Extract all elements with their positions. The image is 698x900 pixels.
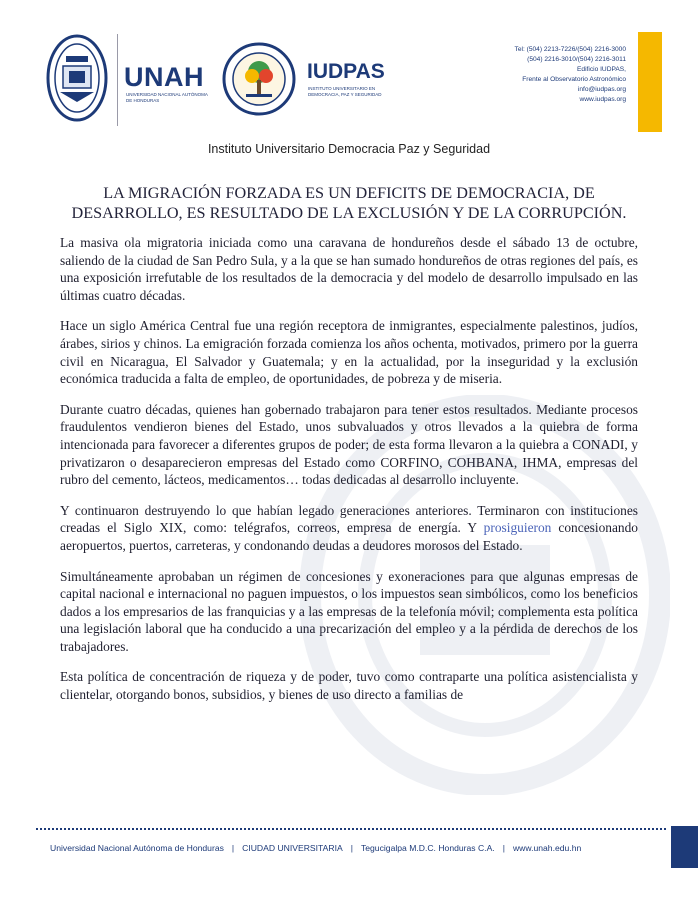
paragraph-1: La masiva ola migratoria iniciada como una caravana de hondureños desde el sábado 13 de octubre, saliendo de la ciudad de San Pedro Sula, y a la que se han sumado hondureños de otras regiones del país, es una exposición irrefutable de los resultados de la democracia y del modelo de desarrollo impulsado en las últimas cuatro décadas. [60, 235, 638, 303]
iudpas-subtitle: INSTITUTO UNIVERSITARIO EN DEMOCRACIA, PAZ Y SEGURIDAD [308, 86, 382, 97]
unah-subtitle: UNIVERSIDAD NACIONAL AUTÓNOMA DE HONDURAS [126, 92, 208, 103]
contact-phone-2: (504) 2216-3010/(504) 2216-3011 [527, 56, 626, 63]
paragraph-5: Simultáneamente aprobaban un régimen de concesiones y exoneraciones para que algunas empresas de capital nacional e internacional no paguen impuestos, o los impuestos sean simbólicos, como los beneficios dados a los empresarios de las franquicias y a las empresas de la telefonía móvil; complementa esta política una legislación laboral que ha conducido a una precarización del empleo y a la pérdida de derechos de los trabajadores. [60, 568, 638, 654]
prosiguieron-link[interactable]: prosiguieron [483, 520, 552, 536]
document-body [60, 234, 638, 717]
iudpas-wordmark: IUDPAS [307, 60, 385, 83]
document-title: LA MIGRACIÓN FORZADA ES UN DEFICITS DE DEMOCRACIA, DE DESARROLLO, ES RESULTADO DE LA EXCLUSIÓN Y DE LA CORRUPCIÓN. [71, 184, 627, 222]
paragraph-4 [60, 502, 638, 555]
logo-divider [117, 34, 118, 126]
footer-website-link[interactable]: www.unah.edu.hn [512, 843, 582, 853]
paragraph-4-start: Y continuaron destruyendo lo que habían legado generaciones anteriores. Terminaron con instituciones creadas el Siglo XIX, como: telégrafos, correos, empresa de energía. Y [60, 502, 638, 536]
footer-university: Universidad Nacional Autónoma de Honduras [50, 843, 224, 853]
footer-separator: | [502, 843, 505, 853]
institute-name: Instituto Universitario Democracia Paz y Seguridad [207, 142, 491, 156]
paragraph-2: Hace un siglo América Central fue una región receptora de inmigrantes, especialmente palestinos, judíos, árabes, sirios y chinos. La emigración forzada comienza los años ochenta, motivados, primero por la guerra civil en Nicaragua, El Salvador y Guatemala; y en la actualidad, por la inseguridad y la exclusión económica traducida a falta de empleo, de oportunidades, de pobreza y de miseria. [60, 318, 638, 387]
contact-phone-1: Tel: (504) 2213-7226/(504) 2216-3000 [514, 46, 626, 53]
contact-website: www.iudpas.org [579, 96, 626, 103]
accent-bar [638, 32, 662, 132]
contact-location: Frente al Observatorio Astronómico [522, 76, 626, 83]
footer-divider [36, 828, 666, 830]
footer-separator: | [231, 843, 235, 853]
contact-info [470, 45, 626, 105]
contact-building: Edificio IUDPAS, [577, 66, 626, 73]
paragraph-4-end: concesionando aeropuertos, puertos, carreteras, y condonando deudas a deudores morosos del Estado. [60, 520, 638, 553]
footer-separator: | [350, 843, 353, 853]
footer [50, 843, 581, 853]
paragraph-6: Esta política de concentración de riqueza y de poder, tuvo como contraparte una política asistencialista y clientelar, otorgando bonos, subsidios, y bienes de uso directo a familias de [60, 669, 638, 703]
unah-seal-logo [46, 34, 108, 122]
letterhead [0, 0, 698, 135]
contact-email: info@iudpas.org [577, 86, 626, 93]
paragraph-3: Durante cuatro décadas, quienes han gobernado trabajaron para tener estos resultados. Mediante procesos fraudulentos vendieron bienes del Estado, unos subvaluados y otros llevados a la quiebra de forma intencionada para favorecer a diferentes grupos de poder; de esta forma llevaron a la quiebra a CONADI, y privatizaron o desaparecieron empresas del Estado como CORFINO, COHBANA, IHMA, empresas del rubro del cemento, lácteos, medicamentos… todas dedicadas al desarrollo incluyente. [60, 401, 638, 488]
footer-accent-block [671, 826, 698, 868]
footer-city: Tegucigalpa M.D.C. Honduras C.A. [360, 843, 495, 853]
unah-wordmark: UNAH [124, 62, 204, 92]
footer-campus: CIUDAD UNIVERSITARIA [242, 843, 343, 853]
iudpas-seal-logo [222, 42, 296, 116]
